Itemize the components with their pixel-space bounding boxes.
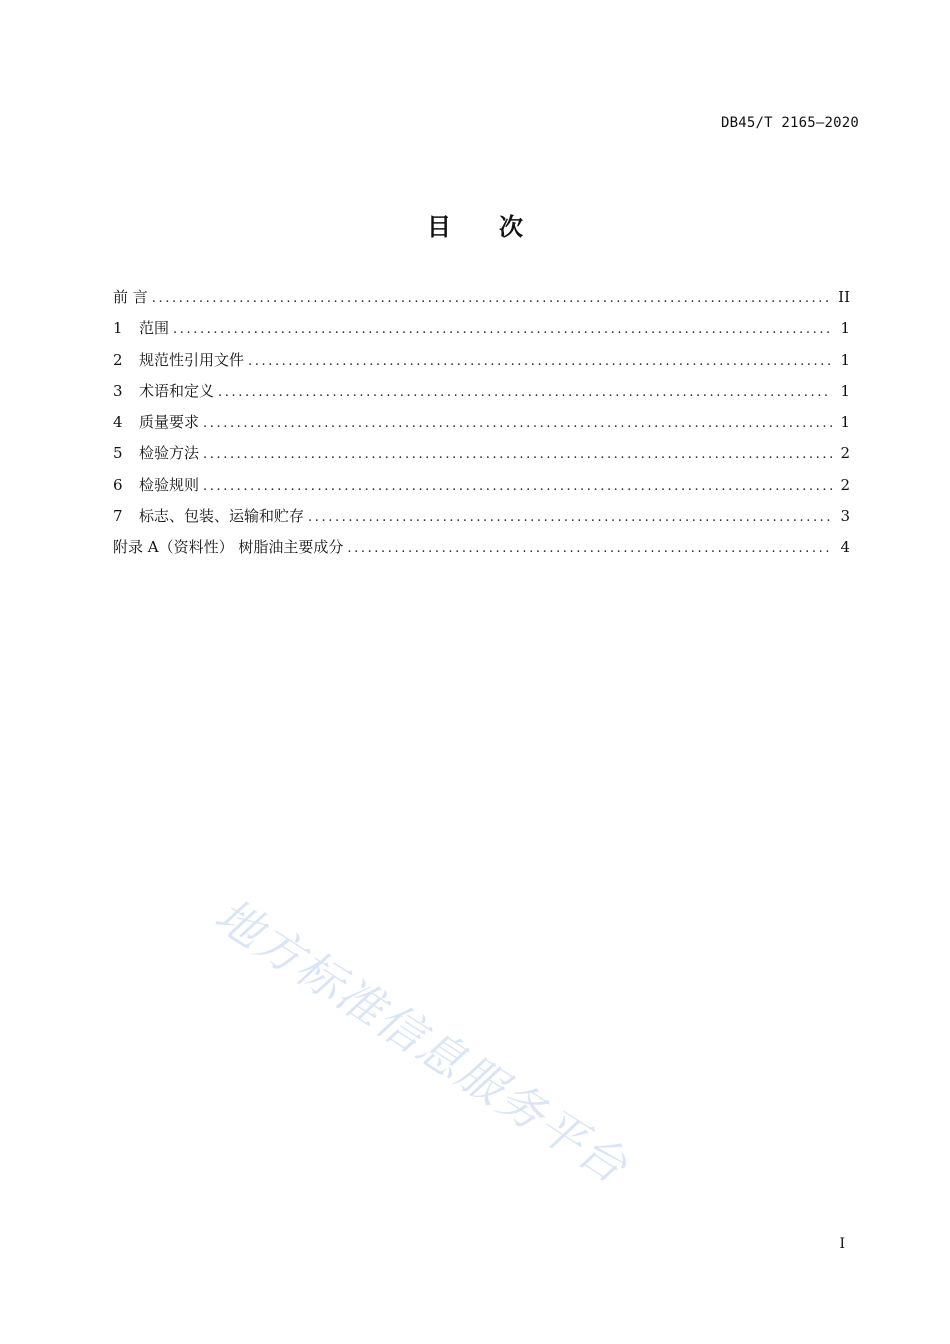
watermark: 地方标准信息服务平台 — [205, 887, 638, 1195]
standard-code: DB45/T 2165—2020 — [720, 115, 859, 131]
page-title — [0, 207, 950, 242]
toc-entry-page: 3 — [840, 507, 850, 526]
toc-entry-page: II — [838, 288, 850, 306]
toc-entry-number: 2 — [113, 350, 123, 369]
title-char-1: 目 — [427, 213, 451, 241]
toc-entry-terms[interactable] — [113, 380, 850, 411]
toc-entry-inspection-rules[interactable] — [113, 474, 850, 505]
toc-entry-label: 标志、包装、运输和贮存 — [139, 507, 305, 526]
toc-entry-label: 术语和定义 — [139, 381, 215, 400]
table-of-contents — [113, 286, 850, 568]
toc-entry-page: 1 — [840, 413, 850, 432]
toc-entry-number: 3 — [113, 381, 123, 400]
toc-entry-number: 7 — [113, 507, 123, 526]
toc-dot-leader — [203, 479, 832, 494]
toc-entry-label: 检验规则 — [139, 475, 200, 494]
toc-entry-page: 1 — [840, 319, 850, 338]
toc-dot-leader — [203, 416, 832, 431]
toc-entry-scope[interactable] — [113, 317, 850, 348]
toc-dot-leader — [347, 541, 832, 556]
toc-dot-leader — [248, 354, 832, 369]
toc-entry-number: 6 — [113, 475, 123, 494]
toc-entry-number: 5 — [113, 444, 123, 463]
toc-entry-foreword[interactable] — [113, 286, 850, 317]
toc-entry-label: 范围 — [139, 319, 170, 338]
toc-entry-label: 附录 A（资料性） 树脂油主要成分 — [113, 538, 344, 557]
toc-entry-page: 2 — [840, 444, 850, 463]
toc-entry-quality-requirements[interactable] — [113, 411, 850, 442]
toc-entry-test-methods[interactable] — [113, 442, 850, 473]
toc-entry-page: 2 — [840, 475, 850, 494]
toc-entry-label: 质量要求 — [139, 413, 200, 432]
toc-entry-label: 规范性引用文件 — [139, 350, 245, 369]
toc-dot-leader — [152, 291, 832, 306]
toc-entry-marking-packaging[interactable] — [113, 505, 850, 536]
toc-entry-label: 检验方法 — [139, 444, 200, 463]
toc-entry-appendix-a[interactable] — [113, 536, 850, 567]
toc-entry-label: 前 言 — [113, 288, 148, 306]
page-number: I — [839, 1236, 845, 1252]
toc-dot-leader — [308, 510, 832, 525]
toc-entry-number: 1 — [113, 319, 123, 338]
toc-entry-page: 4 — [840, 538, 850, 557]
title-char-2: 次 — [499, 213, 523, 241]
toc-dot-leader — [173, 322, 832, 337]
toc-dot-leader — [203, 447, 832, 462]
toc-entry-number: 4 — [113, 413, 123, 432]
toc-entry-normative-references[interactable] — [113, 349, 850, 380]
toc-entry-page: 1 — [840, 350, 850, 369]
toc-entry-page: 1 — [840, 381, 850, 400]
toc-dot-leader — [218, 385, 832, 400]
